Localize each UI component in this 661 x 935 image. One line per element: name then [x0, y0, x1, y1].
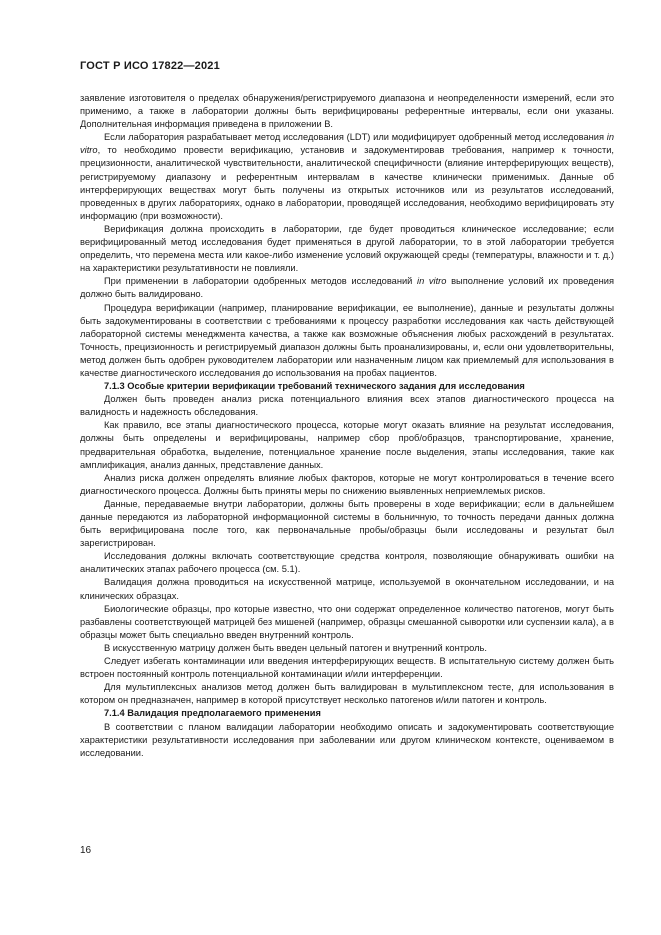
document-body [80, 92, 614, 760]
paragraph: Верификация должна происходить в лаборатории, где будет проводиться клиническое исследование; если верифицированный метод исследования будет применяться в другой лаборатории, то в этой лаборатории требуется определить, что перемена места или какое-либо изменение условий окружающей среды (температуры, влажности и т. д.) на характеристики результативности не повлияли. [80, 223, 614, 274]
text-run: , то необходимо провести верификацию, установив и задокументировав требования, например к точности, прецизионности, аналитической чувствительности, аналитической специфичности (влияние интерферирующих веществ), регистрируемому диапазону и референтным интервалам в качестве клинически применимых. Данные об интерферирующих веществах могут быть получены из открытых источников или из результатов исследований, проведенных в других лабораториях, однако в лаборатории, проводящей исследования, необходимо верифицировать эту информацию (при возможности). [80, 145, 614, 221]
paragraph [80, 131, 614, 223]
paragraph: Для мультиплексных анализов метод должен быть валидирован в мультиплексном тесте, для использования в котором он предназначен, например в которой присутствует несколько патогенов и/или патоген и контроль. [80, 682, 614, 706]
paragraph: Процедура верификации (например, планирование верификации, ее выполнение), данные и результаты должны быть задокументированы в соответствии с требованиями к процессу разработки исследования как часть действующей лабораторной системы менеджмента качества, а также как возможные объяснения любых расхождений в результатах. Точность, прецизионность и регистрируемый диапазон должны быть проанализированы, и, если они удовлетворительны, метод должен быть одобрен руководителем лаборатории или назначенным лицом как приемлемый для использования в качестве диагностического исследования до использования на пробах пациентов. [80, 302, 614, 378]
italic-term: in vitro [80, 132, 614, 156]
italic-term: in vitro [417, 276, 447, 287]
text-run: выполнение условий их проведения должно быть валидировано. [80, 276, 615, 300]
paragraph: Как правило, все этапы диагностического процесса, которые могут оказать влияние на результат исследования, должны быть определены и верифицированы, например сбор проб/образцов, транспортирование, хранение, предварительная обработка, выделение, потенциальное хранение после выделения, этапы исследования, такие как амплификация, анализ данных, представление данных. [80, 420, 614, 470]
paragraph: Исследования должны включать соответствующие средства контроля, позволяющие обнаруживать ошибки на аналитических этапах рабочего процесса (см. 5.1). [80, 551, 614, 575]
paragraph: Следует избегать контаминации или введения интерферирующих веществ. В испытательную систему должен быть встроен постоянный контроль потенциальной контаминации и/или интерференции. [80, 656, 614, 680]
paragraph: заявление изготовителя о пределах обнаружения/регистрируемого диапазона и неопределенности измерений, если это применимо, а также в лаборатории должны быть верифицированы референтные интервалы, если они указаны. Дополнительная информация приведена в приложении В. [80, 93, 614, 130]
paragraph: Биологические образцы, про которые известно, что они содержат определенное количество патогенов, могут быть разбавлены соответствующей матрицей без мишеней (например, образцы смешанной сыворотки или суспензии кала), а в образцы может быть специально введен внутренний контроль. [80, 603, 614, 640]
text-run: Если лаборатория разрабатывает метод исследования (LDT) или модифицирует одобренный метод исследования [104, 132, 607, 143]
section-heading: 7.1.4 Валидация предполагаемого применения [104, 708, 321, 719]
paragraph: Данные, передаваемые внутри лаборатории, должны быть проверены в ходе верификации; если в дальнейшем данные передаются из лабораторной информационной системы в больничную, то точность передачи данных должна быть верифицирована после того, как первоначальные пробы/образцы были исследованы и результат был зарегистрирован. [80, 498, 614, 549]
paragraph: Валидация должна проводиться на искусственной матрице, используемой в окончательном исследовании, и на клинических образцах. [80, 577, 614, 601]
section-heading: 7.1.3 Особые критерии верификации требований технического задания для исследования [104, 381, 525, 392]
text-run: При применении в лаборатории одобренных методов исследований [104, 276, 418, 287]
paragraph [80, 275, 614, 301]
page-number: 16 [80, 845, 92, 856]
paragraph: Должен быть проведен анализ риска потенциального влияния всех этапов диагностического процесса на валидность и надежность обследования. [80, 394, 614, 418]
paragraph: В искусственную матрицу должен быть введен цельный патоген и внутренний контроль. [104, 642, 487, 653]
paragraph: В соответствии с планом валидации лаборатории необходимо описать и задокументировать соответствующие характеристики результативности исследования при заболевании или другом клиническом контексте, оцениваемом в исследовании. [80, 721, 614, 758]
paragraph: Анализ риска должен определять влияние любых факторов, которые не могут контролироваться в течение всего диагностического процесса. Должны быть приняты меры по снижению выявленных неприемлемых рисков. [80, 472, 614, 496]
document-header: ГОСТ Р ИСО 17822—2021 [80, 60, 220, 72]
